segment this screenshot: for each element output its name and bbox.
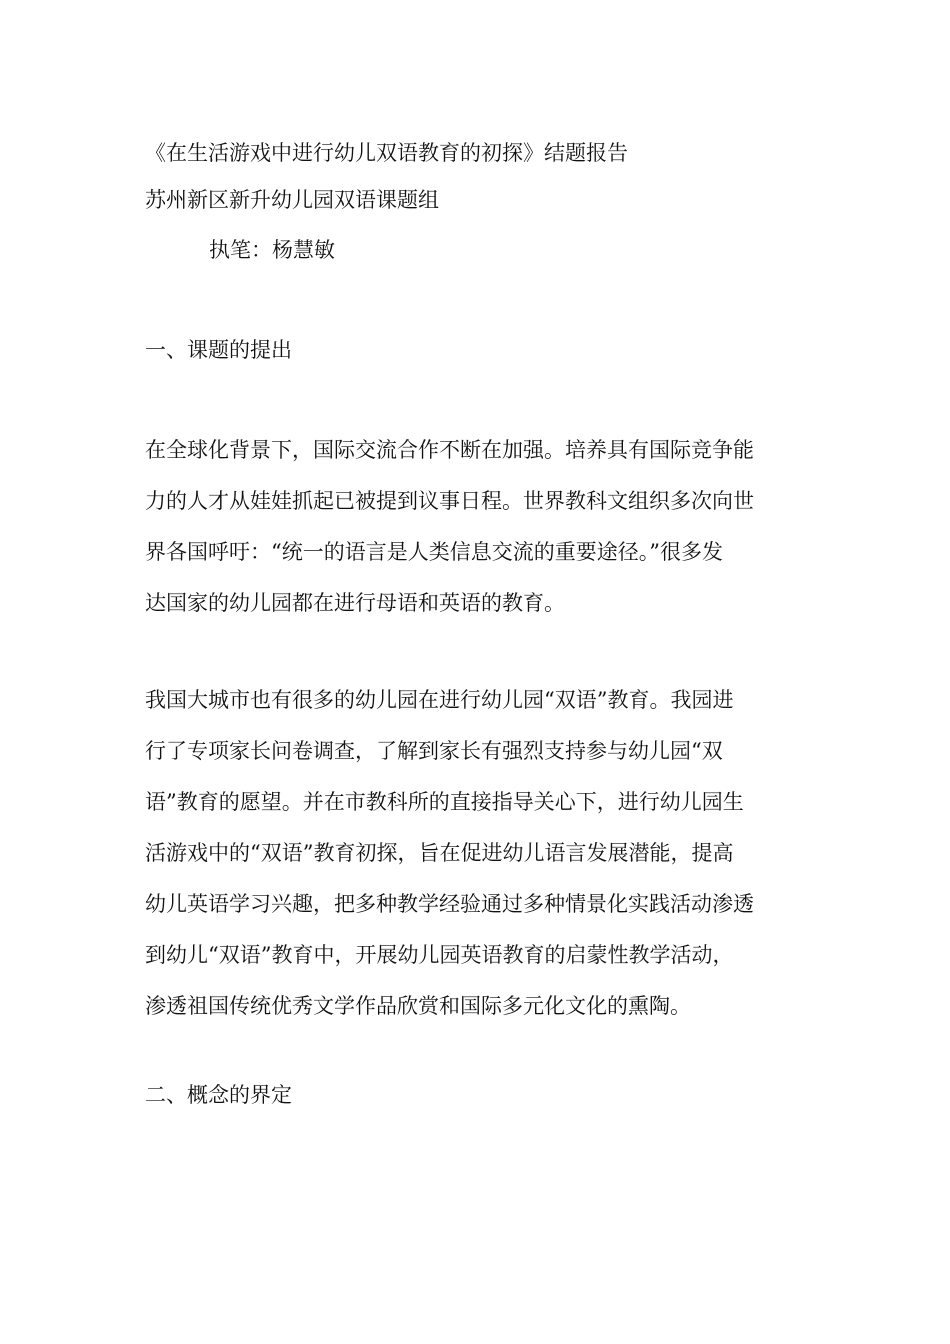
paragraph-1 <box>145 425 795 629</box>
organization-line: 苏州新区新升幼儿园双语课题组 <box>145 188 439 212</box>
paragraph-line: 我国大城市也有很多的幼儿园在进行幼儿园“双语”教育。我园进 <box>145 688 734 712</box>
paragraph-line: 力的人才从娃娃抓起已被提到议事日程。世界教科文组织多次向世 <box>145 489 754 513</box>
paragraph-line: 行了专项家长问卷调查，了解到家长有强烈支持参与幼儿园“双 <box>145 739 723 763</box>
document-title: 《在生活游戏中进行幼儿双语教育的初探》结题报告 <box>145 141 628 165</box>
paragraph-line: 界各国呼吁：“统一的语言是人类信息交流的重要途径。”很多发 <box>145 540 723 564</box>
paragraph-2 <box>145 675 795 1032</box>
paragraph-line: 渗透祖国传统优秀文学作品欣赏和国际多元化文化的熏陶。 <box>145 994 691 1018</box>
section-heading-2: 二、概念的界定 <box>145 1083 292 1107</box>
paragraph-line: 语”教育的愿望。并在市教科所的直接指导关心下，进行幼儿园生 <box>145 790 744 814</box>
author-line: 执笔：杨慧敏 <box>209 238 335 262</box>
paragraph-line: 到幼儿“双语”教育中，开展幼儿园英语教育的启蒙性教学活动， <box>145 943 734 967</box>
paragraph-line: 活游戏中的“双语”教育初探，旨在促进幼儿语言发展潜能，提高 <box>145 841 734 865</box>
paragraph-line: 在全球化背景下，国际交流合作不断在加强。培养具有国际竞争能 <box>145 438 754 462</box>
paragraph-line: 幼儿英语学习兴趣，把多种教学经验通过多种情景化实践活动渗透 <box>145 892 754 916</box>
paragraph-line: 达国家的幼儿园都在进行母语和英语的教育。 <box>145 591 565 615</box>
section-heading-1: 一、课题的提出 <box>145 338 292 362</box>
